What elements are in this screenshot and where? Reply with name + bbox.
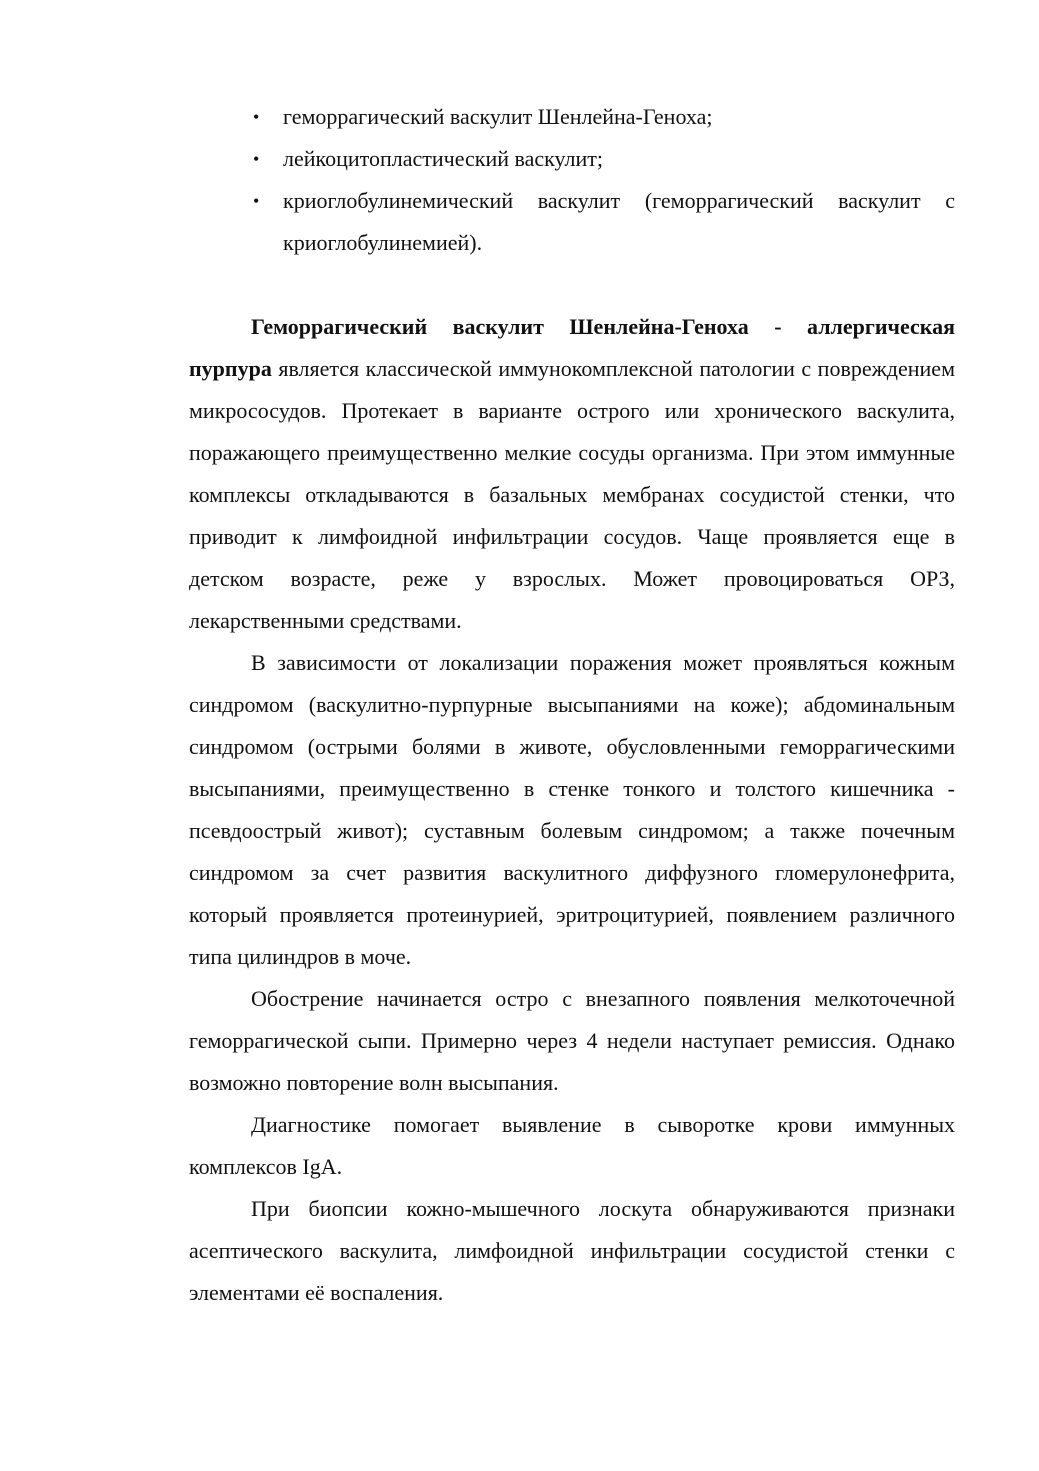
document-page — [189, 96, 955, 1314]
paragraph-biopsy: При биопсии кожно-мышечного лоскута обнаруживаются признаки асептического васкулита, лимфоидной инфильтрации сосудистой стенки с элементами её воспаления. — [189, 1196, 955, 1305]
paragraph-syndromes: В зависимости от локализации поражения может проявляться кожным синдромом (васкулитно-пурпурные высыпаниями на коже); абдоминальным синдромом (острыми болями в животе, обусловленными геморрагическими высыпаниями, преимущественно в стенке тонкого и толстого кишечника - псевдоострый живот); суставным болевым синдромом; а также почечным синдромом за счет развития васкулитного диффузного гломерулонефрита, который проявляется протеинурией, эритроцитурией, появлением различного типа цилиндров в моче. — [189, 650, 955, 969]
paragraph-diagnostics: Диагностике помогает выявление в сыворотке крови иммунных комплексов IgA. — [189, 1112, 955, 1179]
bullet-icon: • — [253, 149, 260, 169]
bullet-icon: • — [253, 107, 260, 127]
term-heading: Геморрагический васкулит Шенлейна-Геноха - аллергическая пурпура — [189, 314, 955, 381]
bullet-icon: • — [253, 191, 260, 211]
list-item — [189, 96, 955, 138]
definition-text: является классической иммунокомплексной патологии с повреждением микрососудов. Протекает в варианте острого или хронического васкулита, поражающего преимущественно мелкие сосуды организма. При этом иммунные комплексы откладываются в базальных мембранах сосудистой стенки, что приводит к лимфоидной инфильтрации сосудов. Чаще проявляется еще в детском возрасте, реже у взрослых. Может провоцироваться ОРЗ, лекарственными средствами. — [189, 356, 955, 633]
list-item — [189, 138, 955, 180]
paragraph-definition — [189, 306, 955, 642]
list-item-text: геморрагический васкулит Шенлейна-Геноха; — [283, 104, 713, 129]
paragraph-exacerbation: Обострение начинается остро с внезапного появления мелкоточечной геморрагической сыпи. Примерно через 4 недели наступает ремиссия. Однако возможно повторение волн высыпания. — [189, 986, 955, 1095]
list-item-text: лейкоцитопластический васкулит; — [283, 146, 604, 171]
list-item-text: криоглобулинемический васкулит (геморрагический васкулит с криоглобулинемией). — [283, 188, 955, 255]
list-item — [189, 180, 955, 264]
vasculitis-types-list — [189, 96, 955, 264]
